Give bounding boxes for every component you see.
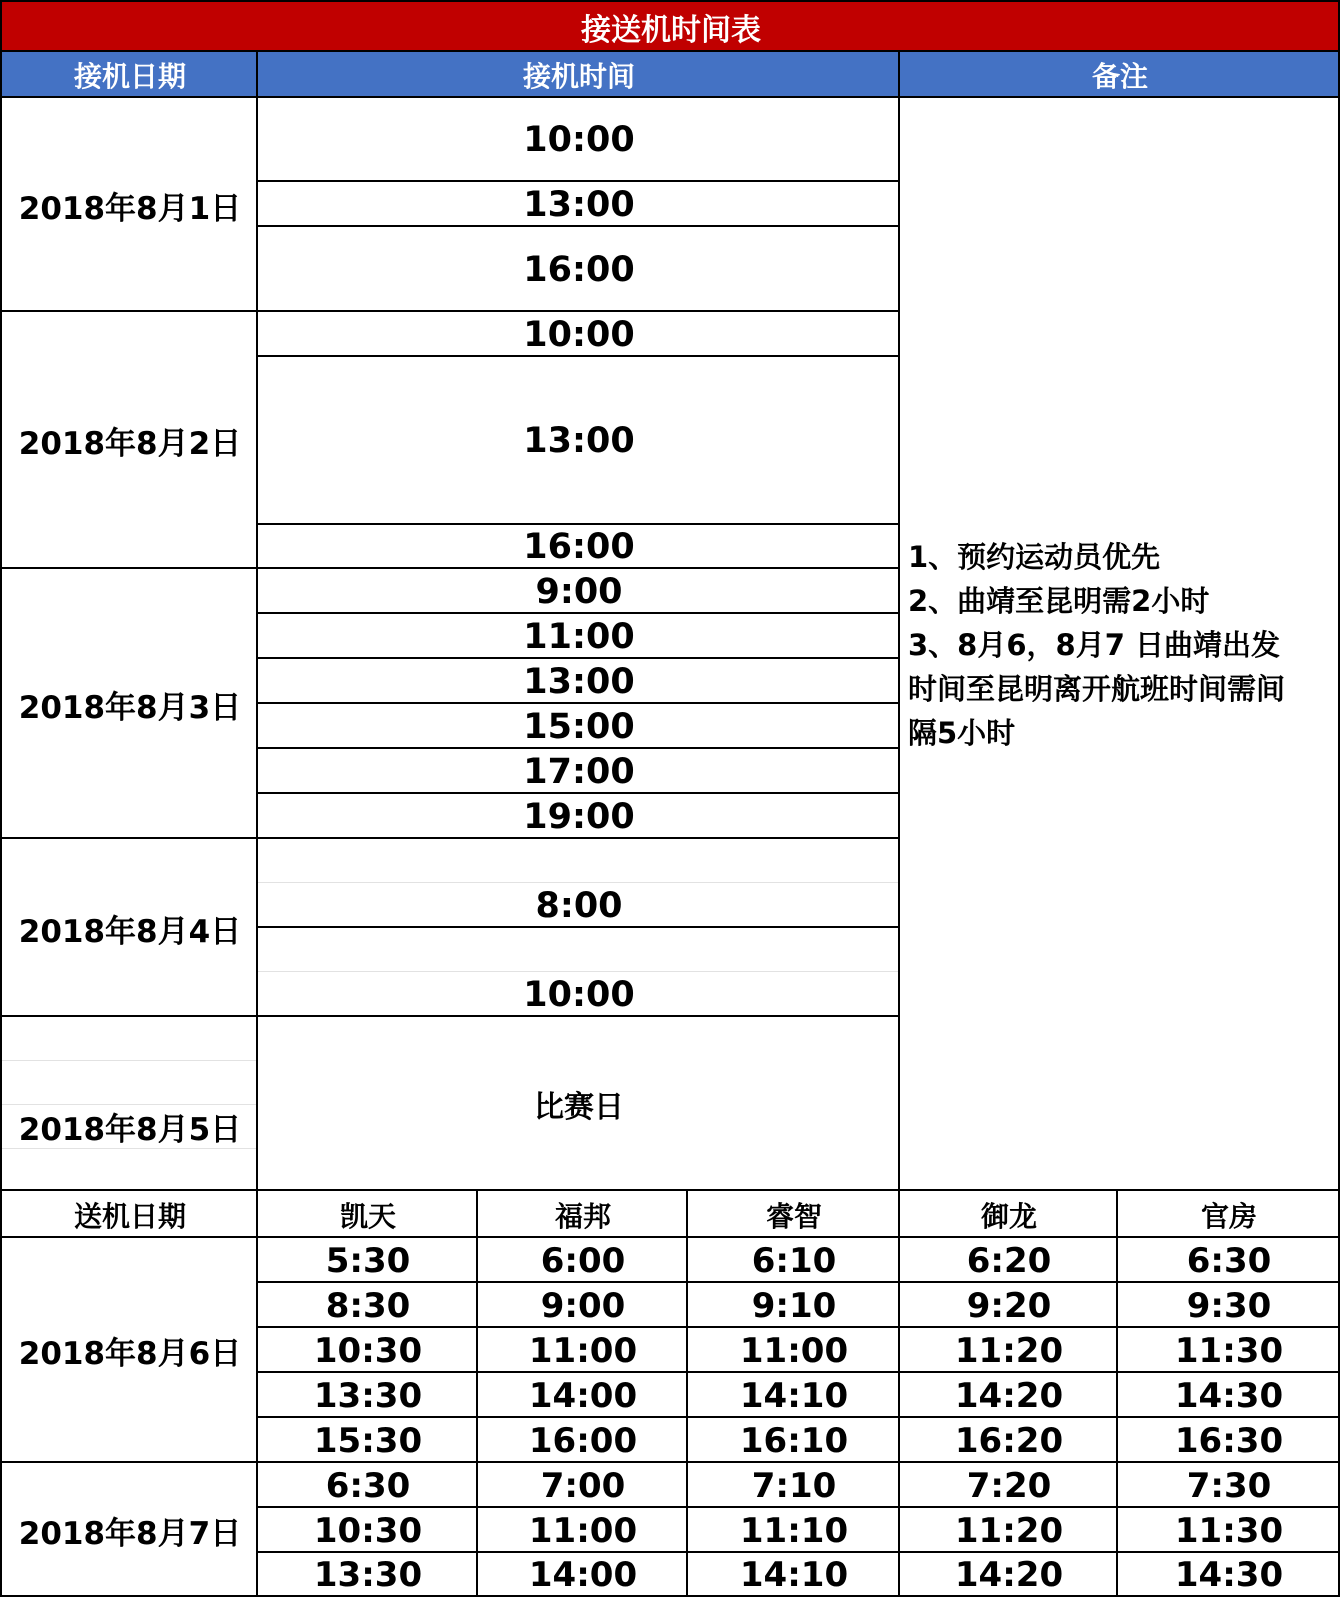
match-day-cell: 比赛日 [256, 1015, 900, 1191]
dropoff-time-cell: 6:30 [256, 1461, 478, 1508]
remark-line: 3、8月6，8月7 日曲靖出发 [908, 627, 1280, 662]
dropoff-time-cell: 6:10 [686, 1236, 900, 1283]
hotel-header: 凯天 [256, 1189, 478, 1238]
pickup-date-header: 接机日期 [0, 50, 258, 98]
dropoff-time-cell: 14:00 [476, 1371, 688, 1418]
pickup-time-cell: 15:00 [256, 702, 900, 749]
pickup-time-cell: 19:00 [256, 792, 900, 839]
row-guide [2, 1148, 256, 1149]
dropoff-time-cell: 9:20 [898, 1281, 1118, 1328]
dropoff-time-cell: 14:20 [898, 1551, 1118, 1597]
dropoff-time-cell: 11:20 [898, 1506, 1118, 1553]
dropoff-time-cell: 7:20 [898, 1461, 1118, 1508]
pickup-date-cell: 2018年8月1日 [0, 96, 258, 312]
remark-line: 时间至昆明离开航班时间需间 [908, 671, 1286, 706]
pickup-time-cell: 13:00 [256, 657, 900, 704]
dropoff-date-cell: 2018年8月7日 [0, 1461, 258, 1597]
dropoff-time-cell: 9:00 [476, 1281, 688, 1328]
dropoff-time-cell: 15:30 [256, 1416, 478, 1463]
pickup-time-cell: 17:00 [256, 747, 900, 794]
dropoff-time-cell: 14:10 [686, 1371, 900, 1418]
pickup-date-cell: 2018年8月5日 [0, 1015, 258, 1191]
dropoff-time-cell: 11:00 [476, 1326, 688, 1373]
dropoff-time-cell: 11:00 [476, 1506, 688, 1553]
hotel-header: 福邦 [476, 1189, 688, 1238]
row-guide [258, 882, 898, 883]
remarks-list [908, 535, 1285, 755]
dropoff-time-cell: 14:30 [1116, 1371, 1340, 1418]
dropoff-date-header: 送机日期 [0, 1189, 258, 1238]
pickup-date-cell: 2018年8月3日 [0, 567, 258, 839]
dropoff-time-cell: 10:30 [256, 1506, 478, 1553]
dropoff-time-cell: 6:30 [1116, 1236, 1340, 1283]
dropoff-date-cell: 2018年8月6日 [0, 1236, 258, 1463]
dropoff-time-cell: 9:10 [686, 1281, 900, 1328]
row-guide [2, 1104, 256, 1105]
pickup-time-cell: 8:00 [256, 837, 900, 928]
dropoff-time-cell: 14:00 [476, 1551, 688, 1597]
dropoff-time-cell: 9:30 [1116, 1281, 1340, 1328]
dropoff-time-cell: 16:20 [898, 1416, 1118, 1463]
dropoff-time-cell: 7:00 [476, 1461, 688, 1508]
row-guide [258, 971, 898, 972]
pickup-time-cell: 10:00 [256, 96, 900, 182]
dropoff-time-cell: 7:10 [686, 1461, 900, 1508]
schedule-title: 接送机时间表 [0, 0, 1340, 52]
pickup-time-cell: 10:00 [256, 926, 900, 1017]
row-guide [2, 1060, 256, 1061]
pickup-time-header: 接机时间 [256, 50, 900, 98]
pickup-time-cell: 11:00 [256, 612, 900, 659]
pickup-time-cell: 10:00 [256, 310, 900, 357]
pickup-time-cell: 16:00 [256, 523, 900, 569]
dropoff-time-cell: 8:30 [256, 1281, 478, 1328]
pickup-time-cell: 13:00 [256, 355, 900, 525]
dropoff-time-cell: 11:30 [1116, 1506, 1340, 1553]
dropoff-time-cell: 11:20 [898, 1326, 1118, 1373]
pickup-time-cell: 13:00 [256, 180, 900, 227]
pickup-date-cell: 2018年8月4日 [0, 837, 258, 1017]
dropoff-time-cell: 14:20 [898, 1371, 1118, 1418]
hotel-header: 官房 [1116, 1189, 1340, 1238]
dropoff-time-cell: 11:30 [1116, 1326, 1340, 1373]
dropoff-time-cell: 16:30 [1116, 1416, 1340, 1463]
hotel-header: 睿智 [686, 1189, 900, 1238]
pickup-date-cell: 2018年8月2日 [0, 310, 258, 569]
dropoff-time-cell: 7:30 [1116, 1461, 1340, 1508]
dropoff-time-cell: 14:10 [686, 1551, 900, 1597]
dropoff-time-cell: 13:30 [256, 1551, 478, 1597]
dropoff-time-cell: 14:30 [1116, 1551, 1340, 1597]
dropoff-time-cell: 16:10 [686, 1416, 900, 1463]
pickup-time-cell: 9:00 [256, 567, 900, 614]
dropoff-time-cell: 16:00 [476, 1416, 688, 1463]
remark-line: 隔5小时 [908, 715, 1016, 750]
hotel-header: 御龙 [898, 1189, 1118, 1238]
dropoff-time-cell: 6:00 [476, 1236, 688, 1283]
dropoff-time-cell: 10:30 [256, 1326, 478, 1373]
dropoff-time-cell: 11:00 [686, 1326, 900, 1373]
dropoff-time-cell: 13:30 [256, 1371, 478, 1418]
remarks-cell [898, 96, 1340, 1191]
dropoff-time-cell: 11:10 [686, 1506, 900, 1553]
remark-line: 2、曲靖至昆明需2小时 [908, 583, 1210, 618]
pickup-time-cell: 16:00 [256, 225, 900, 312]
remarks-header: 备注 [898, 50, 1340, 98]
remark-line: 1、预约运动员优先 [908, 539, 1161, 574]
dropoff-time-cell: 6:20 [898, 1236, 1118, 1283]
dropoff-time-cell: 5:30 [256, 1236, 478, 1283]
